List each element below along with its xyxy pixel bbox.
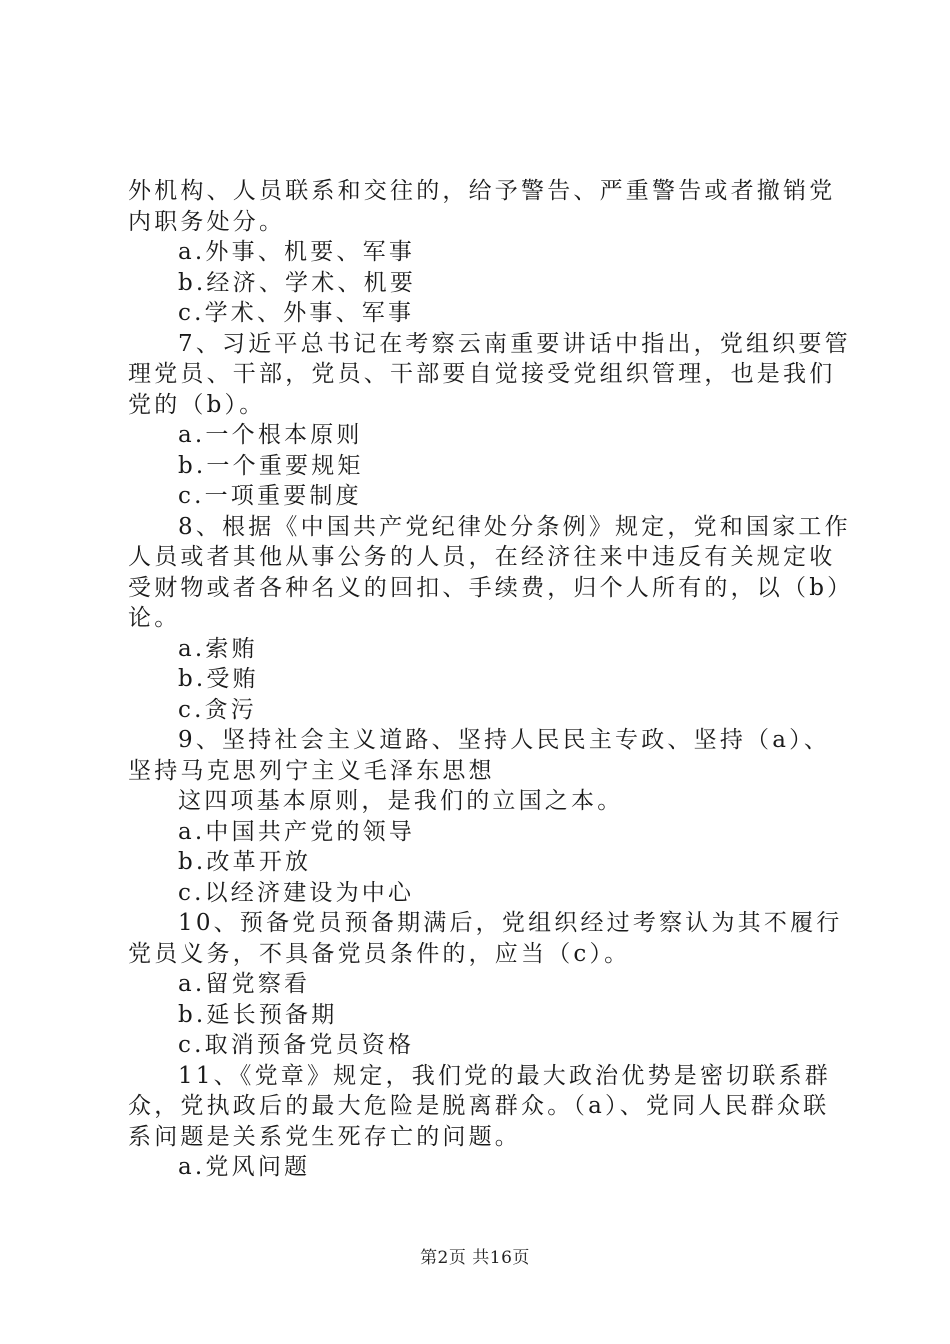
text-line: 这四项基本原则，是我们的立国之本。 (178, 788, 624, 814)
text-line: c.一项重要制度 (178, 483, 362, 509)
text-line: a.一个根本原则 (178, 422, 363, 448)
text-line: 坚持马克思列宁主义毛泽东思想 (128, 757, 495, 784)
text-line: 受财物或者各种名义的回扣、手续费，归个人所有的，以（b） (128, 574, 854, 601)
text-line: b.改革开放 (178, 849, 312, 875)
text-line: b.受贿 (178, 666, 259, 692)
text-line: c.贪污 (178, 696, 257, 723)
text-line: c.以经济建设为中心 (178, 879, 415, 906)
text-line: 论。 (128, 605, 181, 631)
text-line: 9、坚持社会主义道路、坚持人民民主专政、坚持（a）、 (178, 727, 831, 753)
text-line: a.党风问题 (178, 1154, 311, 1180)
text-line: c.学术、外事、军事 (178, 300, 415, 326)
text-line: 党员义务，不具备党员条件的，应当（c）。 (128, 940, 631, 967)
text-line: 人员或者其他从事公务的人员，在经济往来中违反有关规定收 (128, 544, 836, 570)
text-line: b.经济、学术、机要 (178, 269, 417, 296)
text-line: c.取消预备党员资格 (178, 1032, 415, 1058)
text-line: b.延长预备期 (178, 1001, 338, 1028)
text-line: 内职务处分。 (128, 208, 286, 235)
text-line: 11、《党章》规定，我们党的最大政治优势是密切联系群 (178, 1062, 831, 1089)
text-line: a.留党察看 (178, 971, 311, 997)
document-body (128, 176, 854, 1183)
text-line: 党的（b）。 (128, 391, 266, 418)
page-footer: 第2页 共16页 (420, 1248, 530, 1268)
text-line: 外机构、人员联系和交往的，给予警告、严重警告或者撤销党 (128, 178, 836, 204)
text-line: 理党员、干部，党员、干部要自觉接受党组织管理，也是我们 (128, 361, 836, 387)
text-line: a.中国共产党的领导 (178, 818, 416, 845)
text-line: a.外事、机要、军事 (178, 239, 416, 265)
text-line: b.一个重要规矩 (178, 452, 364, 479)
text-line: 10、预备党员预备期满后，党组织经过考察认为其不履行 (178, 910, 843, 936)
text-line: 8、根据《中国共产党纪律处分条例》规定，党和国家工作 (178, 513, 851, 540)
text-line: a.索贿 (178, 635, 258, 662)
text-line: 7、习近平总书记在考察云南重要讲话中指出，党组织要管 (178, 330, 851, 357)
text-line: 众，党执政后的最大危险是脱离群众。（a）、党同人民群众联 (128, 1093, 830, 1119)
text-line: 系问题是关系党生死存亡的问题。 (128, 1123, 521, 1150)
